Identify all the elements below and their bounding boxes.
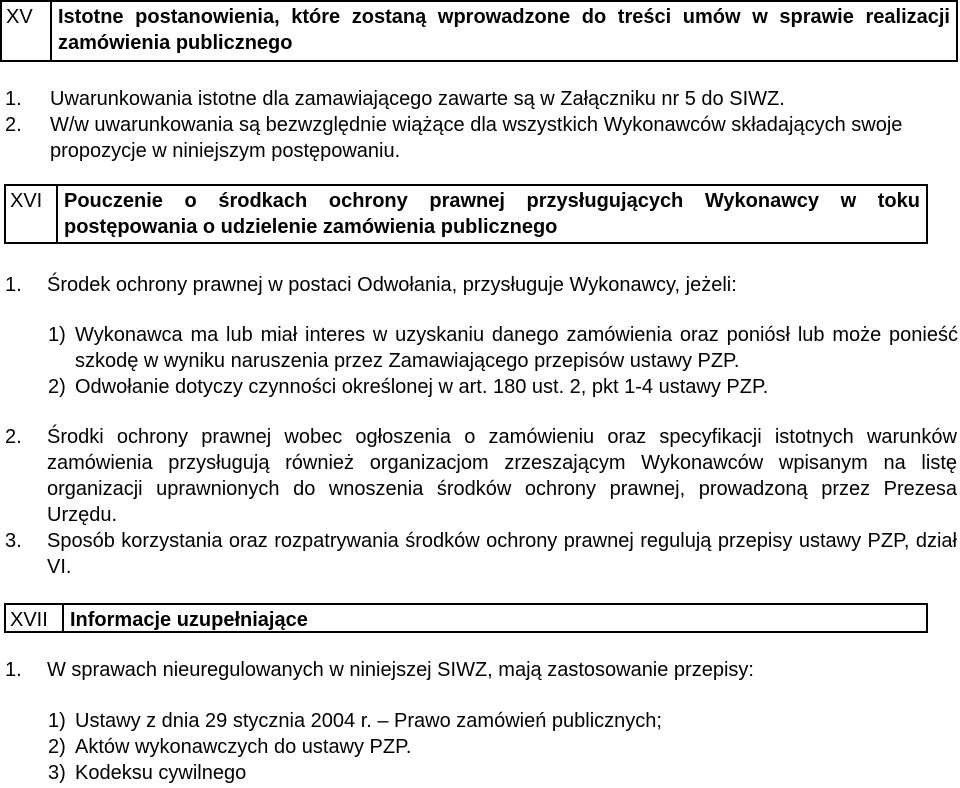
item-text: Środek ochrony prawnej w postaci Odwołania, przysługuje Wykonawcy, jeżeli: <box>47 274 737 296</box>
section-title: Istotne postanowienia, które zostaną wprowadzone do treści umów w sprawie realizacji zamówienia publicznego <box>58 6 950 54</box>
item-number: 1) <box>48 324 66 346</box>
list-item <box>5 528 957 580</box>
section-title: Pouczenie o środkach ochrony prawnej przysługujących Wykonawcy w toku postępowania o udzielenie zamówienia publicznego <box>64 190 920 238</box>
list-item <box>48 374 958 400</box>
item-text: Wykonawca ma lub miał interes w uzyskaniu danego zamówienia oraz poniósł lub może ponieść szkodę w wyniku naruszenia przez Zamawiającego przepisów ustawy PZP. <box>75 324 958 372</box>
item-text: Aktów wykonawczych do ustawy PZP. <box>75 736 412 758</box>
list-item <box>48 322 958 374</box>
section-number: XVII <box>6 605 64 631</box>
item-number: 2. <box>5 114 22 136</box>
list-item <box>5 86 955 112</box>
list-item <box>48 734 948 760</box>
item-number: 1. <box>5 88 22 110</box>
item-number: 3. <box>5 530 22 552</box>
item-number: 2) <box>48 376 66 398</box>
section-number: XV <box>2 2 52 60</box>
list-item <box>48 760 948 786</box>
list-item <box>5 657 955 683</box>
item-number: 1. <box>5 274 22 296</box>
item-number: 1. <box>5 659 22 681</box>
item-number: 3) <box>48 762 66 784</box>
list-item <box>5 424 957 528</box>
list-item <box>5 272 955 298</box>
section-xv-header <box>0 0 958 62</box>
section-xvii-header <box>4 603 928 633</box>
item-number: 2) <box>48 736 66 758</box>
item-text: W/w uwarunkowania są bezwzględnie wiążące dla wszystkich Wykonawców składających swoje propozycje w niniejszym postępowaniu. <box>50 114 903 162</box>
section-number: XVI <box>6 186 58 242</box>
item-text: W sprawach nieuregulowanych w niniejszej SIWZ, mają zastosowanie przepisy: <box>47 659 754 681</box>
item-text: Odwołanie dotyczy czynności określonej w art. 180 ust. 2, pkt 1-4 ustawy PZP. <box>75 376 769 398</box>
item-number: 2. <box>5 426 22 448</box>
item-text: Środki ochrony prawnej wobec ogłoszenia o zamówieniu oraz specyfikacji istotnych warunków zamówienia przysługują również organizacjom zrzeszającym Wykonawców wpisanym na listę organizacji uprawnionych do wnoszenia środków ochrony prawnej, prowadzoną przez Prezesa Urzędu. <box>47 426 957 526</box>
item-text: Kodeksu cywilnego <box>75 762 247 784</box>
item-text: Sposób korzystania oraz rozpatrywania środków ochrony prawnej regulują przepisy ustawy PZP, dział VI. <box>47 530 957 578</box>
section-xvi-header <box>4 184 928 244</box>
item-text: Uwarunkowania istotne dla zamawiającego zawarte są w Załączniku nr 5 do SIWZ. <box>50 88 785 110</box>
item-text: Ustawy z dnia 29 stycznia 2004 r. – Prawo zamówień publicznych; <box>75 710 662 732</box>
item-number: 1) <box>48 710 66 732</box>
list-item <box>5 112 955 164</box>
list-item <box>48 708 948 734</box>
section-title: Informacje uzupełniające <box>70 609 308 631</box>
